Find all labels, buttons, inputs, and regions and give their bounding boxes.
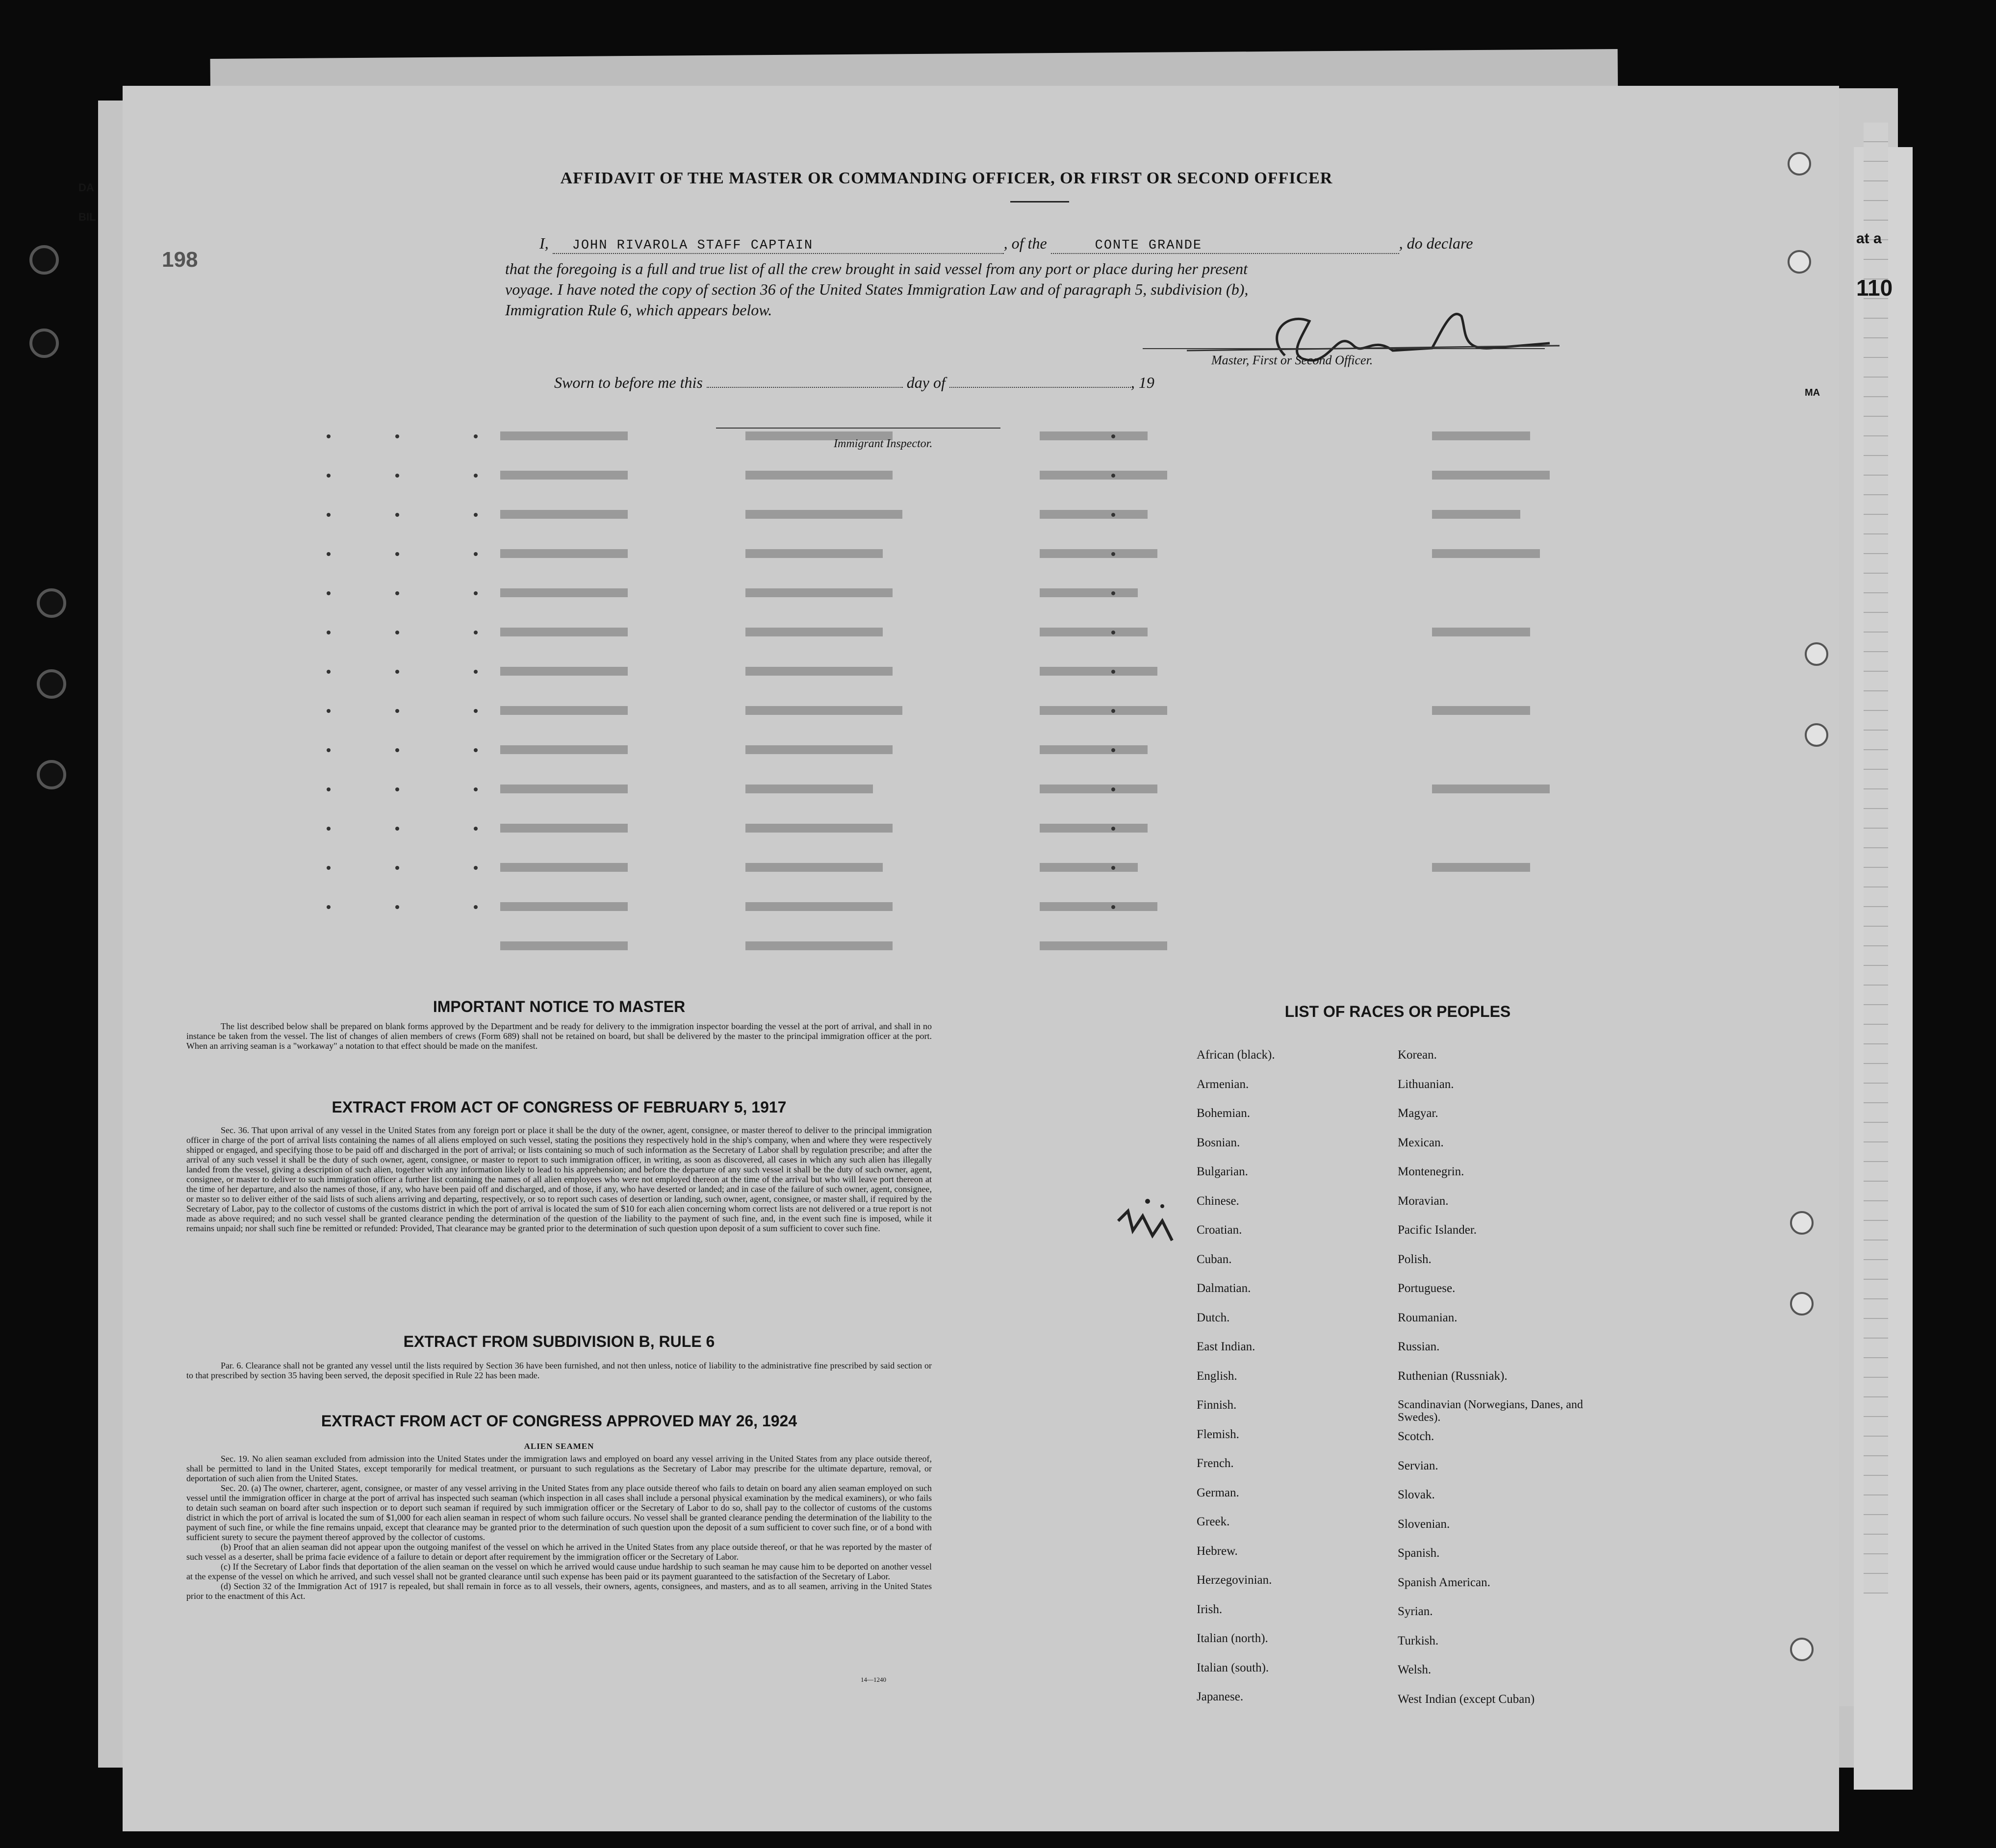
race-item: Welsh. [1398,1663,1432,1676]
extract-rule6-title: EXTRACT FROM SUBDIVISION B, RULE 6 [403,1333,715,1350]
sworn-line [554,374,1154,392]
race-item: Croatian. [1197,1223,1242,1237]
left-fragment: BIL [78,211,96,223]
race-item: English. [1197,1369,1237,1383]
affidavit-suffix: , do declare [1399,234,1473,252]
left-fragment: DA [78,181,94,194]
bleed-through-marks [304,422,1726,971]
race-item: Scotch. [1398,1430,1434,1443]
race-item: German. [1197,1486,1239,1499]
race-item: Scandinavian (Norwegians, Danes, and Swedes). [1398,1398,1583,1424]
sheet-number: 110 [1856,275,1893,301]
title-rule [1010,201,1069,203]
race-item: Finnish. [1197,1398,1237,1412]
signature-line [1143,348,1545,349]
race-item: East Indian. [1197,1340,1255,1353]
binder-hole [29,245,59,275]
race-item: Cuban. [1197,1252,1232,1266]
race-item: Spanish. [1398,1546,1440,1560]
binder-hole [29,329,59,358]
races-column-2 [1398,1048,1613,1721]
sworn-year: , 19 [1130,374,1154,391]
race-item: Mexican. [1398,1136,1444,1149]
race-item: Moravian. [1398,1194,1449,1208]
extract-rule6-text: Par. 6. Clearance shall not be granted any vessel until the lists required by Section 36 have been furnished, and not then unless, notice of liability to the administrative fine prescribed by said section or to that prescribed by section 35 having been served, the deposit specified in Rule 22 has been made. [186,1361,932,1380]
race-item: Bosnian. [1197,1136,1240,1149]
race-item: Russian. [1398,1340,1440,1353]
bleed-through-area [304,422,1726,973]
affidavit-line-3: voyage. I have noted the copy of section 36 of the United States Immigration Law and of paragraph 5, subdivision (b), [505,280,1249,298]
race-item: Dutch. [1197,1311,1230,1324]
race-item: Chinese. [1197,1194,1239,1208]
extract-1924-paragraph: (b) Proof that an alien seaman did not appear upon the outgoing manifest of the vessel on which he arrived in the United States from any place outside thereof, or that he was reported by the master of such vessel as a deserter, shall be prima facie evidence of a failure to detain or deport after requirement by the immigration officer or the Secretary of Labor. [186,1542,932,1562]
affidavit-mid: , of the [1003,234,1047,252]
race-item: Portuguese. [1398,1282,1456,1295]
punch-hole [1788,152,1811,176]
extract-1924-paragraph: Sec. 19. No alien seaman excluded from admission into the United States under the immigration laws and employed on board any vessel arriving in the United States from any place outside thereof, shall be permitted to land in the United States, except temporarily for medical treatment, or pursuant to such regulations as the Secretary of Labor may prescribe for the ultimate departure, removal, or deportation of such alien from the United States. [186,1454,932,1483]
race-item: Lithuanian. [1398,1077,1454,1091]
race-item: African (black). [1197,1048,1275,1062]
race-item: Montenegrin. [1398,1165,1464,1178]
affidavit-line-1 [539,234,1473,254]
binder-hole [37,588,66,618]
extract-1924-title: EXTRACT FROM ACT OF CONGRESS APPROVED MAY 26, 1924 [321,1412,797,1430]
race-item: Pacific Islander. [1398,1223,1477,1237]
race-item: Polish. [1398,1252,1432,1266]
page-number: 198 [162,248,198,272]
form-number: 14—1240 [861,1676,886,1683]
punch-hole [1790,1211,1814,1235]
affidavit-prefix: I, [539,234,549,252]
extract-1924-subtitle: ALIEN SEAMEN [524,1442,594,1451]
signature-caption: Master, First or Second Officer. [1211,353,1373,367]
binder-hole [37,669,66,699]
officer-name: JOHN RIVAROLA STAFF CAPTAIN [553,238,1004,254]
race-item: Bulgarian. [1197,1165,1248,1178]
race-item: Italian (south). [1197,1661,1269,1674]
race-item: Spanish American. [1398,1575,1490,1589]
inspector-signature-line [716,428,1000,429]
extract-1917-title: EXTRACT FROM ACT OF CONGRESS OF FEBRUARY 5, 1917 [332,1098,787,1116]
sworn-mid: day of [906,374,946,391]
ruled-margin [1864,123,1888,1594]
extract-1924-paragraph: (d) Section 32 of the Immigration Act of 1917 is repealed, but shall remain in force as to all vessels, their owners, agents, consignees, and masters, and as to all seamen, arriving in the United States prior to the enactment of this Act. [186,1581,932,1601]
extract-1924-body [186,1454,932,1601]
punch-hole [1790,1638,1814,1661]
binder-hole [37,760,66,789]
extract-1917-text: Sec. 36. That upon arrival of any vessel in the United States from any foreign port or place it shall be the duty of the owner, agent, consignee, or master thereof to deliver to the principal immigration officer in charge of the port of arrival lists containing the names of all aliens employed on such vessel, stating the positions they respectively hold in the ship's company, when and where they were respectively shipped or engaged, and specifying those to be paid off and discharged in the port of arrival; or lists containing so much of such information as the Secretary of Labor shall by regulation prescribe; and after the arrival of any such vessel it shall be the duty of such owner, agent, consignee, or master to report to such immigration officer, in writing, as soon as discovered, all cases in which any such alien has illegally landed from the vessel, giving a description of such alien, together with any information likely to lead to his apprehension; and before the departure of any such vessel it shall be the duty of such owner, agent, consignee, or master to deliver to such immigration officer a further list containing the names of all alien employees who were not employed thereon at the time of the arrival but who will leave port thereon at the time of her departure, and also the names of those, if any, who have been paid off and discharged, and of those, if any, who have deserted or landed; and in case of the failure of such owner, agent, consignee, or master so to deliver either of the said lists of such aliens arriving and departing, respectively, or so to report such cases of desertion or landing, such owner, agent, consignee, or master shall, if required by the Secretary of Labor, pay to the collector of customs of the customs district in which the port of arrival is located the sum of $10 for each alien concerning whom correct lists are not delivered or a true report is not made as above required; and no such vessel shall be granted clearance pending the determination of the question of the liability to the payment of such fine, and, in the event such fine is imposed, while it remains unpaid; nor shall such fine be remitted or refunded: Provided, That clearance may be granted prior to the determination of such question upon deposit of a sum sufficient to cover such fine. [186,1125,932,1233]
race-item: Roumanian. [1398,1311,1458,1324]
races-title: LIST OF RACES OR PEOPLES [1284,1003,1511,1020]
master-signature [1187,302,1560,380]
punch-hole [1790,1292,1814,1316]
race-item: Dalmatian. [1197,1282,1251,1295]
races-column-1 [1197,1048,1275,1720]
race-item: Flemish. [1197,1427,1239,1441]
notice-text: The list described below shall be prepared on blank forms approved by the Department and be ready for delivery to the immigration inspector boarding the vessel at the port of arrival, and shall in no instance be taken from the vessel. The list of changes of alien members of crews (Form 689) shall not be retained on board, but shall be delivered by the master to the principal immigration officer at the port. When an arriving seaman is a "workaway" a notation to that effect should be made on the manifest. [186,1021,932,1051]
sworn-month-blank [949,377,1131,388]
right-fragment: at a [1856,230,1882,247]
race-item: Korean. [1398,1048,1437,1062]
affidavit-line-2: that the foregoing is a full and true list of all the crew brought in said vessel from any port or place during her present [505,260,1248,278]
race-item: Ruthenian (Russniak). [1398,1369,1508,1383]
punch-hole [1805,642,1828,666]
right-fragment: MA [1805,387,1820,398]
race-item: Irish. [1197,1602,1223,1616]
race-item: Japanese. [1197,1690,1244,1703]
sworn-prefix: Sworn to before me this [554,374,703,391]
race-item: Slovenian. [1398,1517,1450,1531]
race-item: Armenian. [1197,1077,1249,1091]
race-item: Bohemian. [1197,1107,1251,1120]
race-item: Herzegovinian. [1197,1573,1272,1587]
punch-hole [1788,250,1811,274]
race-item: Hebrew. [1197,1544,1238,1558]
punch-hole [1805,723,1828,747]
affidavit-title: AFFIDAVIT OF THE MASTER OR COMMANDING OFFICER, OR FIRST OR SECOND OFFICER [560,169,1333,187]
vessel-name: CONTE GRANDE [1051,238,1399,254]
race-item: Magyar. [1398,1107,1438,1120]
notice-title: IMPORTANT NOTICE TO MASTER [433,998,686,1015]
ink-smudge [1108,1191,1187,1260]
extract-1924-paragraph: (c) If the Secretary of Labor finds that deportation of the alien seaman on the vessel on which he arrived would cause undue hardship to such seaman he may cause him to be deported on another vessel at the expense of the vessel on which he arrived, and such vessel shall not be granted clearance until such expense has been paid or its payment guaranteed to the satisfaction of the Secretary of Labor. [186,1562,932,1581]
race-item: Slovak. [1398,1488,1435,1501]
inspector-caption: Immigrant Inspector. [834,437,933,450]
affidavit-line-4: Immigration Rule 6, which appears below. [505,301,772,319]
sworn-day-blank [707,377,903,388]
race-item: French. [1197,1457,1234,1470]
race-item: Syrian. [1398,1605,1433,1618]
extract-1924-paragraph: Sec. 20. (a) The owner, charterer, agent, consignee, or master of any vessel arriving in the United States from any place outside thereof who fails to detain on board any alien seaman employed on such vessel until the immigration officer in charge at the port of arrival has inspected such seaman (which inspection in all cases shall include a personal physical examination by the medical examiners), or who fails to detain such seaman on board after such inspection or to deport such seaman if required by such immigration officer or the Secretary of Labor to do so, shall pay to the collector of customs of the customs district in which the port of arrival is located the sum of $1,000 for each alien seaman in respect of whom such failure occurs. No vessel shall be granted clearance pending the determination of the liability to the payment of such fine, or while the fine remains unpaid, except that clearance may be granted prior to the determination of such question upon the deposit of a sum sufficient to cover such fine, or of a bond with sufficient surety to secure the payment thereof approved by the collector of customs. [186,1483,932,1542]
race-item: Turkish. [1398,1634,1439,1647]
race-item: West Indian (except Cuban) [1398,1692,1535,1706]
race-item: Italian (north). [1197,1632,1268,1645]
race-item: Servian. [1398,1459,1438,1472]
race-item: Greek. [1197,1515,1230,1528]
